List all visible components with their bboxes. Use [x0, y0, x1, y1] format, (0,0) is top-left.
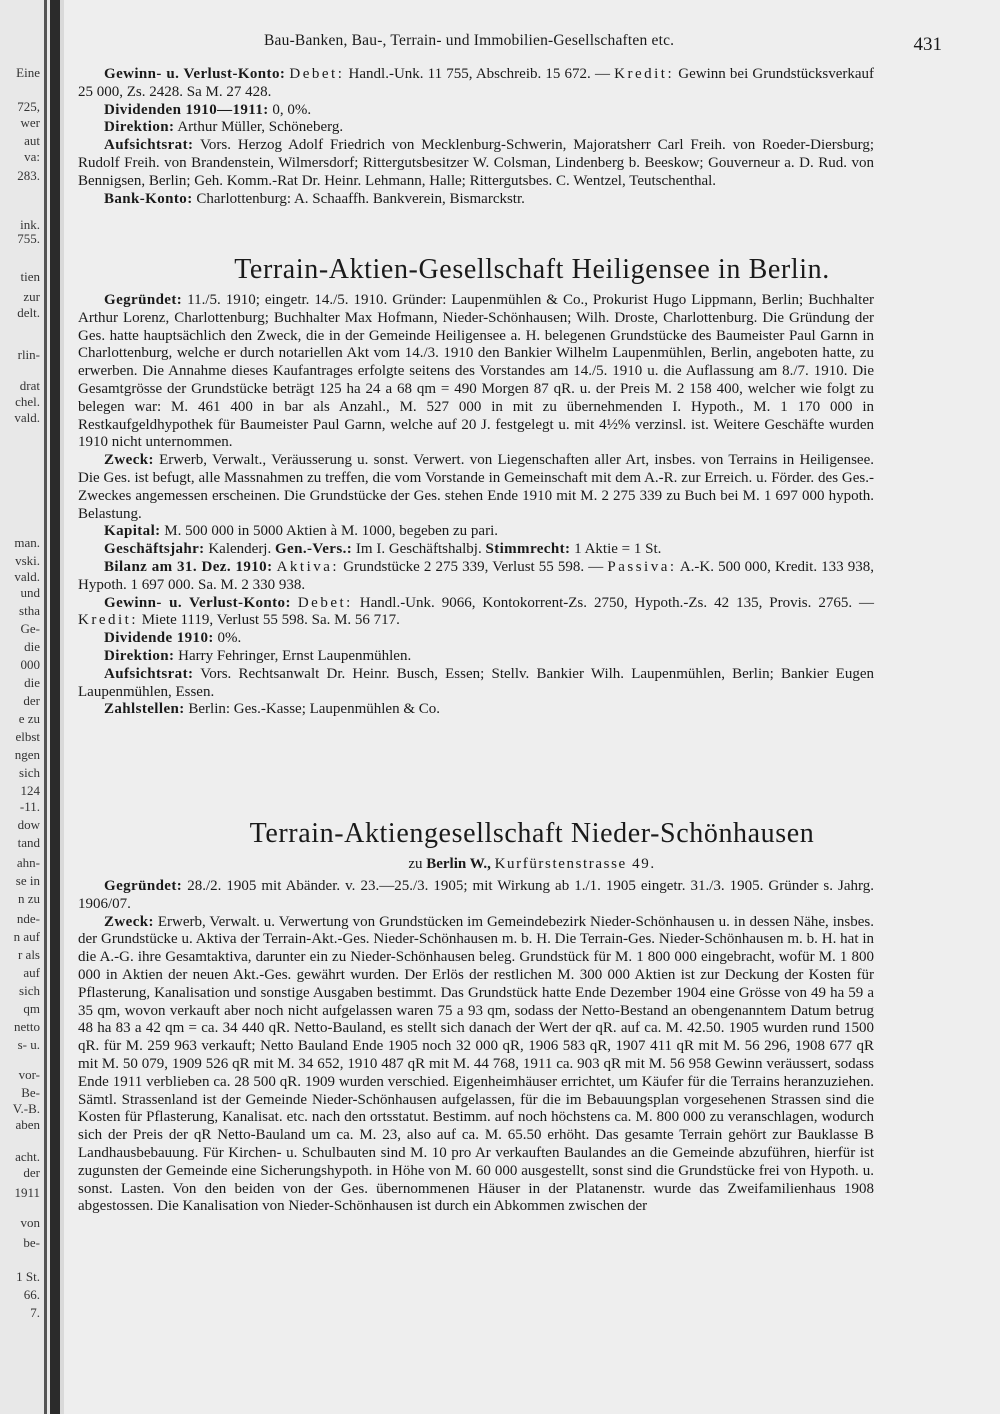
margin-fragment: drat: [19, 378, 40, 393]
paragraph-dividende: [78, 630, 874, 648]
paragraph-gegruendet: [78, 292, 874, 452]
label-gewinn: Gewinn- u. Verlust-Konto:: [104, 66, 286, 82]
text-gv-1: Handl.-Unk. 9066, Kontokorrent-Zs. 2750, Hypoth.-Zs. 42 135, Provis. 2765. —: [359, 594, 875, 611]
margin-fragment: Eine: [16, 65, 40, 80]
document-page: [64, 0, 1000, 1414]
margin-fragment: von: [20, 1215, 40, 1230]
margin-fragment: va:: [24, 149, 40, 164]
margin-fragment: r als: [17, 947, 40, 962]
label-gegruendet: Gegründet:: [104, 292, 183, 308]
margin-fragment: vald.: [14, 569, 40, 584]
margin-fragment: chel.: [15, 394, 40, 409]
label-aktiva: Aktiva:: [276, 558, 340, 575]
text-stimmrecht: 1 Aktie = 1 St.: [574, 541, 662, 558]
text-zahlstellen: Berlin: Ges.-Kasse; Laupenmühlen & Co.: [188, 701, 441, 718]
label-gegruendet-3: Gegründet:: [104, 878, 183, 894]
text-genvers: Im I. Geschäftshalbj.: [355, 541, 482, 558]
label-gv-debet: Debet:: [297, 594, 353, 611]
paragraph-bank: [78, 191, 874, 209]
text-geschaeftsjahr: Kalenderj.: [208, 541, 272, 558]
margin-fragment: delt.: [17, 305, 40, 320]
paragraph-kapital: [78, 523, 874, 541]
binding-shadow: [50, 0, 60, 1414]
paragraph-dividenden: [78, 102, 874, 120]
text-bilanz-2: A.-K. 500 000, Kredit. 133 938, Hypoth. 1 697 000. Sa. M. 2 330 938.: [78, 558, 875, 593]
paragraph-bilanz: [78, 559, 874, 595]
label-gv-kredit: Kredit:: [78, 612, 138, 629]
text-zweck: Erwerb, Verwalt., Veräusserung u. sonst. Verwert. von Liegenschaften aller Art, insbes. von Terrains in Heiligensee. Die Ges. ist befugt, alle Massnahmen zu treffen, die vom Vorstande in Gemeinschaft mit dem A.-R. zur Erreich. u. Förder. des Ges.-Zweckes angemessen erscheinen. Die Grundstücke der Ges. stehen Ende 1910 mit M. 2 275 339 zu Buch bei M. 1 697 000 hypoth. Belastung.: [78, 452, 874, 522]
label-zweck: Zweck:: [104, 452, 154, 469]
margin-fragment: tand: [17, 835, 40, 850]
margin-fragment: vor-: [18, 1067, 40, 1082]
subtitle-city: Berlin W.,: [426, 856, 491, 872]
margin-fragment: ink.: [20, 217, 40, 232]
margin-fragment: n zu: [17, 891, 40, 906]
margin-fragment: 7.: [30, 1305, 40, 1320]
margin-fragment: se in: [15, 873, 40, 888]
margin-fragment: dow: [17, 817, 40, 832]
section-heiligensee: [78, 292, 874, 719]
section-title-heiligensee: Terrain-Aktien-Gesellschaft Heiligensee in Berlin.: [234, 254, 830, 285]
margin-fragment: man.: [14, 535, 40, 550]
page-fold-line: [44, 0, 47, 1414]
margin-fragment: acht.: [15, 1149, 40, 1164]
paragraph-gewinn-verlust: [78, 595, 874, 631]
text-gegruendet-3: 28./2. 1905 mit Abänder. v. 23.—25./3. 1905; mit Wirkung ab 1./1. 1905 eingetr. 31./3. 1905. Gründer s. Jahrg. 1906/07.: [78, 878, 874, 912]
paragraph-direktion-2: [78, 648, 874, 666]
label-bank: Bank-Konto:: [104, 190, 193, 207]
margin-fragment: 755.: [17, 231, 40, 246]
text-gewinn: Handl.-Unk. 11 755, Abschreib. 15 672. —: [348, 66, 610, 82]
label-aufsichtsrat: Aufsichtsrat:: [104, 137, 194, 154]
margin-fragment: tien: [20, 269, 40, 284]
margin-fragment: n auf: [13, 929, 40, 944]
subtitle-street: Kurfürstenstrasse 49.: [494, 856, 656, 872]
margin-fragment: sich: [19, 765, 40, 780]
paragraph-gegruendet-3: [78, 878, 874, 914]
margin-fragment: stha: [19, 603, 40, 618]
text-bank: Charlottenburg: A. Schaaffh. Bankverein, Bismarckstr.: [196, 190, 525, 207]
text-gewinn-2: Gewinn bei Grundstücksverkauf 25 000, Zs. 2428. Sa M. 27 428.: [78, 66, 875, 100]
margin-fragment: 1911: [14, 1185, 40, 1200]
text-direktion: Arthur Müller, Schöneberg.: [177, 119, 344, 136]
section-subtitle-address: [64, 856, 1000, 873]
margin-fragment: ngen: [14, 747, 40, 762]
adjacent-page-margin: [0, 0, 60, 1414]
label-passiva: Passiva:: [607, 558, 677, 575]
margin-fragment: wer: [20, 115, 40, 130]
margin-fragment: aut: [24, 133, 40, 148]
margin-fragment: und: [20, 585, 40, 600]
text-kapital: M. 500 000 in 5000 Aktien à M. 1000, begeben zu pari.: [164, 523, 498, 540]
label-bilanz: Bilanz am 31. Dez. 1910:: [104, 558, 273, 575]
margin-fragment: elbst: [15, 729, 40, 744]
text-gegruendet: 11./5. 1910; eingetr. 14./5. 1910. Gründer: Laupenmühlen & Co., Prokurist Hugo Lippmann, Berlin; Buchhalter Arthur Lorenz, Charlottenburg; Buchhalter Max Hofmann, Nieder-Schönhausen; Wilh. Droste, Charlottenburg. Die Gründung der Ges. hatte hauptsächlich den Zweck, die in der Gemeinde Heiligensee a. H. belegenen Grundstücke des Baumeister Paul Garnn in Charlottenburg, welche er durch notariellen Akt vom 14./3. 1910 den Bankier Wilhelm Laupenmühlen, Berlin, angeboten hatte, zu erwerben. Die Annahme dieses Kaufantrages erfolgte seitens des Vorstandes am 14./5. 1910 u. die Auflassung am 8./7. 1910. Die Gesamtgrösse der Grundstücke beträgt 125 ha 24 a 68 qm = 490 Morgen 87 qR. u. der Preis M. 2 158 400, welcher wie folgt zu belegen war: M. 461 400 in bar als Anzahl., M. 527 000 in mit zu übernehmenden I. Hypoth., M. 1 170 000 in Restkaufgeldhypothek für Baumeister Paul Garnn, welche auf 20 J. festgelegt u. mit 4½% verzinsl. ist. Weitere Geschäfte wurden 1910 nicht unternommen.: [78, 292, 874, 451]
margin-fragment: sich: [19, 983, 40, 998]
label-zahlstellen: Zahlstellen:: [104, 701, 185, 718]
label-zweck-3: Zweck:: [104, 913, 154, 930]
text-gv-2: Miete 1119, Verlust 55 598. Sa. M. 56 717.: [141, 612, 400, 629]
margin-fragment: aben: [15, 1117, 40, 1132]
margin-fragment: 283.: [17, 168, 40, 183]
text-bilanz-1: Grundstücke 2 275 339, Verlust 55 598. —: [343, 558, 604, 575]
section-previous-company: [78, 66, 874, 208]
subtitle-prefix: zu: [408, 856, 423, 872]
margin-fragment: 1 St.: [16, 1269, 40, 1284]
margin-fragment: ahn-: [16, 855, 40, 870]
label-aufsichtsrat-2: Aufsichtsrat:: [104, 665, 194, 682]
text-zweck-3: Erwerb, Verwalt. u. Verwertung von Grundstücken im Gemeindebezirk Nieder-Schönhausen u. in dessen Nähe, insbes. der Grundstücke u. Aktiva der Terrain-Akt.-Ges. Nieder-Schönhausen m. b. H. Die Terrain-Ges. Nieder-Schönhausen m. b. H. hat in die A.-G. ihre Gesamtaktiva, darunter ein zu Nieder-Schönhausen beleg. Grundstück für M. 1 800 000 eingebracht, wofür M. 1 800 000 in Aktien der neuen Akt.-Ges. gewährt wurden. Der Erlös der restlichen M. 300 000 Aktien ist zur Deckung der Kosten für Pflasterung, Kanalisation und sonstige Ausgaben bestimmt. Das Grundstück hatte Ende Dezember 1904 eine Grösse von 49 ha 59 a 35 qm, wovon verkauft aber noch nicht aufgelassen waren 75 a 93 qm, sodass der Netto-Bestand an obengenanntem Datum betrug 48 ha 83 a 42 qm = ca. 34 440 qR. Netto-Bauland, es stellt sich danach der Wert der qR. auf ca. M. 42.50. 1905 wurden rund 1500 qR. für M. 259 963 verkauft; Netto Bauland Ende 1905 noch 32 000 qR, 1906 583 qR, 1907 411 qR mit M. 56 296, 1908 677 qR mit M. 50 079, 1909 526 qR mit M. 34 652, 1910 487 qR mit M. 44 768, 1911 ca. 903 qR mit M. 56 958 Gewinn veräussert, sodass Ende 1911 verblieben ca. 28 500 qR. 1909 wurden verschied. Eigenheimhäuser errichtet, um Käufer für die Terrains heranzuziehen. Sämtl. Strassenland ist der Gemeinde Nieder-Schönhausen aufgelassen, für die im Bebauungsplan vorgesehenen Strassen sind die Kosten für Pflasterung, Kanalisat. etc. nach den ortsstatut. Bestimm. auf noch höchstens ca. M. 800 000 zu veranschlagen, wodurch sich der Preis der qR Netto-Bauland um ca. M. 23, also auf ca. M. 65.50 erhöht. Das gesamte Terrain gehört zur Bauklasse B Landhausbebauung. Für Kirchen- u. Schulbauten sind M. 10 pro Ar verkauften Baulandes an die Gemeinde abzuführen, hierfür ist zugunsten der Gemeinde eine Sicherungshypoth. in Höhe von M. 60 000 ausgestellt, sonst sind die Grundstücke frei von Hypoth. u. sonst. Lasten. Von den beiden von der Ges. übernommenen Häuser in der Platanenstr. wurde das Zweifamilienhaus 1908 abgestossen. Die Kanalisation von Nieder-Schönhausen ist durch ein Abkommen zwischen der: [78, 913, 874, 1215]
text-aufsichtsrat-2: Vors. Rechtsanwalt Dr. Heinr. Busch, Essen; Stellv. Bankier Wilh. Laupenmühlen, Berlin; Bankier Eugen Laupenmühlen, Essen.: [78, 665, 875, 700]
paragraph-zweck: [78, 452, 874, 523]
text-direktion-2: Harry Fehringer, Ernst Laupenmühlen.: [178, 647, 412, 664]
margin-fragment: vski.: [15, 553, 40, 568]
margin-fragment: die: [24, 639, 40, 654]
text-dividende: 0%.: [217, 630, 242, 647]
section-title-nieder-schoenhausen: Terrain-Aktiengesellschaft Nieder-Schönhausen: [249, 818, 815, 849]
margin-fragment: qm: [23, 1001, 40, 1016]
margin-fragment: -11.: [19, 799, 40, 814]
paragraph-aufsichtsrat: [78, 137, 874, 190]
margin-fragment: Ge-: [20, 621, 40, 636]
margin-fragment: 66.: [23, 1287, 40, 1302]
section-nieder-schoenhausen: [78, 878, 874, 1216]
page-number: 431: [913, 34, 942, 55]
margin-fragment: be-: [23, 1235, 40, 1250]
margin-fragment: s- u.: [17, 1037, 40, 1052]
margin-fragment: V.-B.: [12, 1101, 40, 1116]
paragraph-geschaeftsjahr: [78, 541, 874, 559]
margin-fragment: 124: [20, 783, 40, 798]
label-gewinn-verlust: Gewinn- u. Verlust-Konto:: [104, 594, 291, 611]
margin-fragment: 000: [20, 657, 40, 672]
margin-fragment: 725,: [17, 99, 40, 114]
paragraph-zahlstellen: [78, 701, 874, 719]
margin-fragment: der: [23, 693, 40, 708]
margin-fragment: rlin-: [17, 347, 40, 362]
margin-fragment: nde-: [16, 911, 40, 926]
label-direktion-2: Direktion:: [104, 647, 175, 664]
label-debet: Debet:: [289, 66, 345, 82]
paragraph-aufsichtsrat-2: [78, 666, 874, 702]
margin-fragment: auf: [23, 965, 40, 980]
label-geschaeftsjahr: Geschäftsjahr:: [104, 541, 205, 558]
text-dividenden: 0, 0%.: [272, 101, 312, 118]
paragraph-zweck-3: [78, 914, 874, 1217]
label-kapital: Kapital:: [104, 523, 161, 540]
margin-fragment: netto: [14, 1019, 40, 1034]
label-direktion: Direktion:: [104, 119, 175, 136]
margin-fragment: zur: [23, 289, 40, 304]
text-aufsichtsrat: Vors. Herzog Adolf Friedrich von Mecklenburg-Schwerin, Majoratsherr Carl Freih. von Roeder-Diersburg; Rudolf Freih. von Brandenstein, Wilmersdorf; Rittergutsbesitzer W. Colsman, Lindenberg b. Beeskow; Gouverneur a. D. Rud. von Bennigsen, Berlin; Geh. Komm.-Rat Dr. Heinr. Lehmann, Halle; Rittergutsbes. C. Wentzel, Teutschenthal.: [78, 137, 874, 189]
label-dividenden: Dividenden 1910—1911:: [104, 101, 269, 118]
margin-fragment: e zu: [18, 711, 40, 726]
label-kredit: Kredit:: [614, 66, 675, 82]
label-stimmrecht: Stimmrecht:: [485, 541, 571, 558]
running-head: Bau-Banken, Bau-, Terrain- und Immobilien-Gesellschaften etc.: [264, 32, 675, 49]
label-genvers: Gen.-Vers.:: [274, 541, 353, 558]
paragraph-direktion: [78, 119, 874, 137]
margin-fragment: die: [24, 675, 40, 690]
margin-fragment: vald.: [14, 410, 40, 425]
label-dividende: Dividende 1910:: [104, 630, 214, 647]
margin-fragment: Be-: [21, 1085, 40, 1100]
margin-fragment: der: [23, 1165, 40, 1180]
paragraph-gewinn: [78, 66, 874, 102]
